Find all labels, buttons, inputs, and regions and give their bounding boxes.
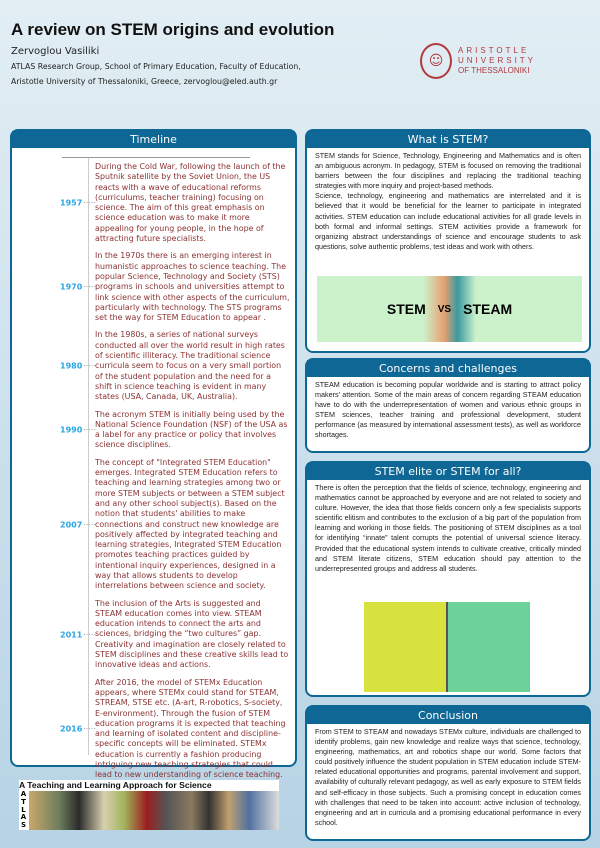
paragraph: STEM stands for Science, Technology, Engineering and Mathematics and is often an ambiguous acronym. In pedagogy, STEM is focused on removing the traditional barriers between the four disciplines and replacing the traditional teaching strategies with more inquiry and project-based methods. bbox=[315, 151, 581, 191]
atlas-letters bbox=[19, 791, 28, 830]
conclusion-panel bbox=[305, 705, 591, 841]
timeline-text: The concept of "Integrated STEM Education" emerges. Integrated STEM Education refers to teaching and learning strategies among two or more STEM subjects or between a STEM subject and any other school subject(s). Based on the notion that students' abilities to make connections and construct new knowledge are positively affected by integrated teaching and learning strategies, Integrated STEM Education promotes teaching practices guided by intentional inquiry experiences, designed in a way that allows students to develop interrelations between science and society. bbox=[95, 457, 285, 591]
paragraph: From STEM to STEAM and nowadays STEMx culture, individuals are challenged to identify problems, gain new knowledge and realize ways that science, technology, engineering, mathematics, art and robotics shape our world. Some factors that could positively influence the student population in STEM education include STEM-related educational opportunities and programs, parental involvement and support, availability of culturally relevant pedagogy, as well as early exposure to STEM fields and self-efficacy in those subjects. Such a promising concept in education comes with challenges that need to be taken into account: active inclusion of technology, engineering and art in curricula and a promising educational performance in every school. bbox=[315, 727, 581, 827]
affiliation-line-2: Aristotle University of Thessaloniki, Greece, zervoglou@eled.auth.gr bbox=[11, 77, 278, 86]
seal-icon: ☺ bbox=[420, 43, 452, 79]
timeline-text: After 2016, the model of STEMx Education appears, where STEMx could stand for STEAM, STREAM, STSE etc. (A-art, R-robotics, S-society, E-environment). Through the fusion of STEM education programs it is expected that teaching and learning of isolated content and discipline-specific concepts will be eliminated. STEMx education is currently a fashion producing intriguing new teaching strategies that could lead to new understanding of science teaching. bbox=[95, 677, 286, 780]
paragraph: STEAM education is becoming popular worldwide and is starting to attract policy makers' attention. Some of the main areas of concern regarding STEAM education have to do with the underrepresentation of women and various ethnic groups in STEM sciences, teacher training and professional development, student performance (as measured by international assessment tests), as well as workforce shortages. bbox=[315, 380, 581, 440]
timeline-panel bbox=[10, 129, 297, 780]
divider bbox=[62, 157, 250, 158]
timeline-year: 2007 ····· bbox=[60, 520, 96, 529]
timeline-year: 1957 ····· bbox=[60, 199, 96, 208]
timeline-year: 2016 ····· bbox=[60, 725, 96, 734]
atlas-photo-collage bbox=[29, 791, 279, 830]
atlas-heading: A Teaching and Learning Approach for Science bbox=[19, 780, 212, 790]
author-name: Zervoglou Vasiliki bbox=[11, 46, 100, 57]
university-logo bbox=[420, 43, 536, 79]
atlas-letter: T bbox=[21, 797, 26, 806]
paragraph: There is often the perception that the fields of science, technology, engineering and mathematics cannot be approached by everyone and are not related to society and culture. However, the idea that those fields concern only a few specialists supports scientific elitism and contributes to the exclusion of a big part of the population from learning and working in those fields. The positioning of STEM disciplines as a tool for identifying “innate” talent corrupts the potential of universal science literacy. Provided that the educational system intends to cultivate creative, critically minded and STEM literate citizens, STEM education should pay attention to the underrepresented groups and address all students. bbox=[315, 483, 581, 573]
timeline-text: In the 1970s there is an emerging interest in humanistic approaches to science teaching. The popular Science, Technology and Society (STS) programs in schools and universities attempt to link science with other aspects of the curriculum, particularly with technology. The STS programs set the way for STEM Education to appear . bbox=[95, 251, 290, 323]
atlas-banner bbox=[19, 780, 279, 830]
timeline-year: 1990 ····· bbox=[60, 426, 96, 435]
logo-line-3: OF THESSALONIKI bbox=[458, 66, 530, 75]
timeline-text: The inclusion of the Arts is suggested and STEAM education comes into view. STEAM education intends to connect the arts and sciences, bridging the “two cultures” gap. Creativity and imagination are closely related to STEM disciplines and these creative skills lead to innovative ideas and actions. bbox=[95, 598, 289, 670]
timeline-entry bbox=[12, 410, 297, 451]
panel-title: STEM elite or STEM for all? bbox=[307, 463, 589, 480]
logo-line-2: UNIVERSITY bbox=[458, 56, 537, 65]
image-label-steam: STEAM bbox=[463, 301, 513, 317]
timeline-entry bbox=[12, 599, 297, 671]
timeline-entry bbox=[12, 678, 297, 781]
timeline-year: 2011 ····· bbox=[60, 630, 96, 639]
timeline-year: 1970 ····· bbox=[60, 283, 96, 292]
atlas-letter: A bbox=[20, 790, 27, 798]
illustration-all bbox=[448, 602, 530, 692]
timeline-entry bbox=[12, 458, 297, 592]
stem-vs-steam-image bbox=[317, 276, 582, 342]
logo-line-1: ARISTOTLE bbox=[458, 46, 530, 55]
elite-vs-all-illustration bbox=[364, 602, 530, 692]
illustration-elite bbox=[364, 602, 446, 692]
panel-title: Concerns and challenges bbox=[307, 360, 589, 377]
image-label-stem: STEM bbox=[386, 301, 426, 317]
poster-title: A review on STEM origins and evolution bbox=[11, 20, 335, 39]
panel-title: What is STEM? bbox=[307, 131, 589, 148]
timeline-text: The acronym STEM is initially being used by the National Science Foundation (NSF) of the USA as a label for any practice or policy that involves science disciplines. bbox=[95, 409, 288, 450]
elite-panel bbox=[305, 461, 591, 697]
atlas-letter: S bbox=[20, 821, 27, 830]
atlas-letter: L bbox=[21, 805, 26, 814]
timeline-entry bbox=[12, 330, 297, 402]
concerns-panel bbox=[305, 358, 591, 453]
atlas-letter: A bbox=[20, 813, 27, 822]
timeline-text: During the Cold War, following the launch of the Sputnik satellite by the Soviet Union, the US reacts with a wave of educational reforms (curriculums, teacher training) focusing on science. The aim of this great emphasis on science education was to make it more appealing for young people, in the hope of attracting future specialists. bbox=[95, 162, 286, 244]
paragraph: Science, technology, engineering and mathematics are interrelated and it is believed that it would be beneficial for the learner to participate in integrated activities. STEM education can include educational activities for all grade levels in both formal and informal settings. STEM activities provide a framework for organizing abstract understandings of science and encourage students to ask questions, solve authentic problems, test ideas and work with others. bbox=[315, 191, 581, 251]
image-label-vs: VS bbox=[437, 303, 452, 315]
timeline-entry bbox=[12, 251, 297, 323]
timeline-year: 1980 ····· bbox=[60, 362, 96, 371]
timeline-entry bbox=[12, 162, 297, 244]
what-is-stem-panel bbox=[305, 129, 591, 353]
panel-title: Conclusion bbox=[307, 707, 589, 724]
timeline-text: In the 1980s, a series of national surveys conducted all over the world result in high rates of scientific illiteracy. The traditional science curricula seem to focus on a very small portion of the student population and the need for a shift in science teaching is evident in many states (USA, Canada, UK, Australia). bbox=[95, 330, 285, 402]
panel-title: Timeline bbox=[12, 131, 295, 148]
affiliation-line-1: ATLAS Research Group, School of Primary Education, Faculty of Education, bbox=[11, 62, 301, 71]
